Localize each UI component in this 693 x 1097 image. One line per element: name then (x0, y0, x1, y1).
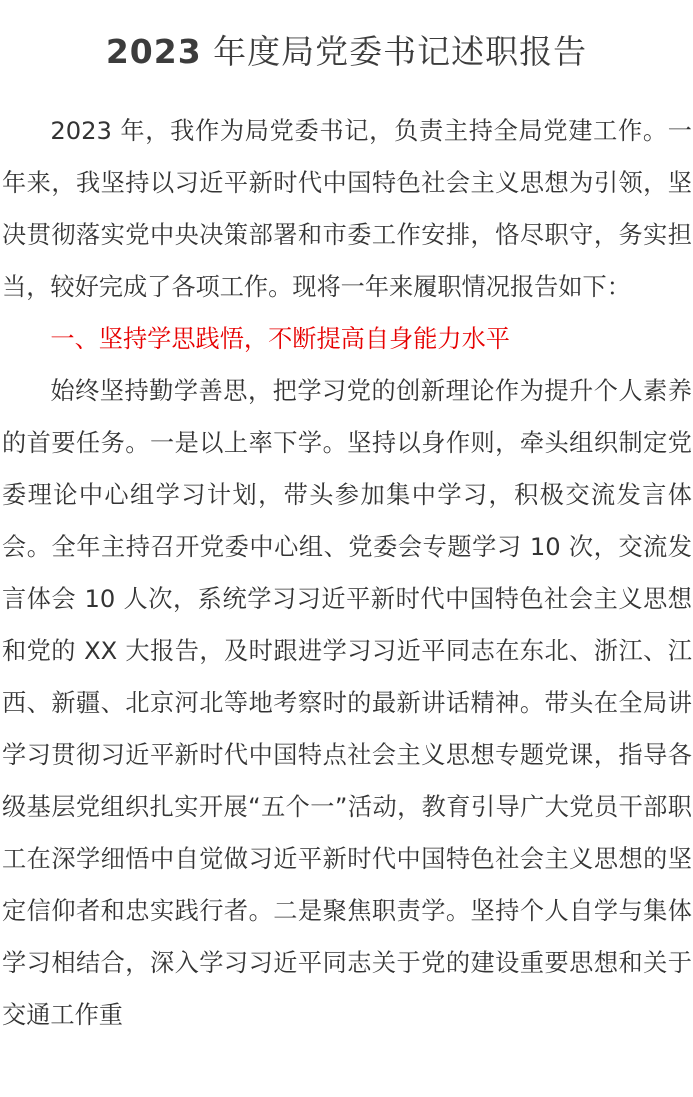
document-title (0, 28, 693, 76)
document-body (2, 105, 692, 1041)
intro-paragraph: 2023 年，我作为局党委书记，负责主持全局党建工作。一年来，我坚持以习近平新时代中国特色社会主义思想为引领，坚决贯彻落实党中央决策部署和市委工作安排，恪尽职守，务实担当，较好完成了各项工作。现将一年来履职情况报告如下： (2, 117, 692, 301)
section-heading: 一、坚持学思践悟，不断提高自身能力水平 (50, 325, 510, 353)
title-text: 年度局党委书记述职报告 (201, 32, 588, 71)
title-year: 2023 (105, 32, 202, 71)
section-paragraph: 始终坚持勤学善思，把学习党的创新理论作为提升个人素养的首要任务。一是以上率下学。坚持以身作则，牵头组织制定党委理论中心组学习计划，带头参加集中学习，积极交流发言体会。全年主持召开党委中心组、党委会专题学习 10 次，交流发言体会 10 人次，系统学习习近平新时代中国特色社会主义思想和党的 XX 大报告，及时跟进学习习近平同志在东北、浙江、江西、新疆、北京河北等地考察时的最新讲话精神。带头在全局讲学习贯彻习近平新时代中国特点社会主义思想专题党课，指导各级基层党组织扎实开展“五个一”活动，教育引导广大党员干部职工在深学细悟中自觉做习近平新时代中国特色社会主义思想的坚定信仰者和忠实践行者。二是聚焦职责学。坚持个人自学与集体学习相结合，深入学习习近平同志关于党的建设重要思想和关于交通工作重 (2, 377, 692, 1029)
